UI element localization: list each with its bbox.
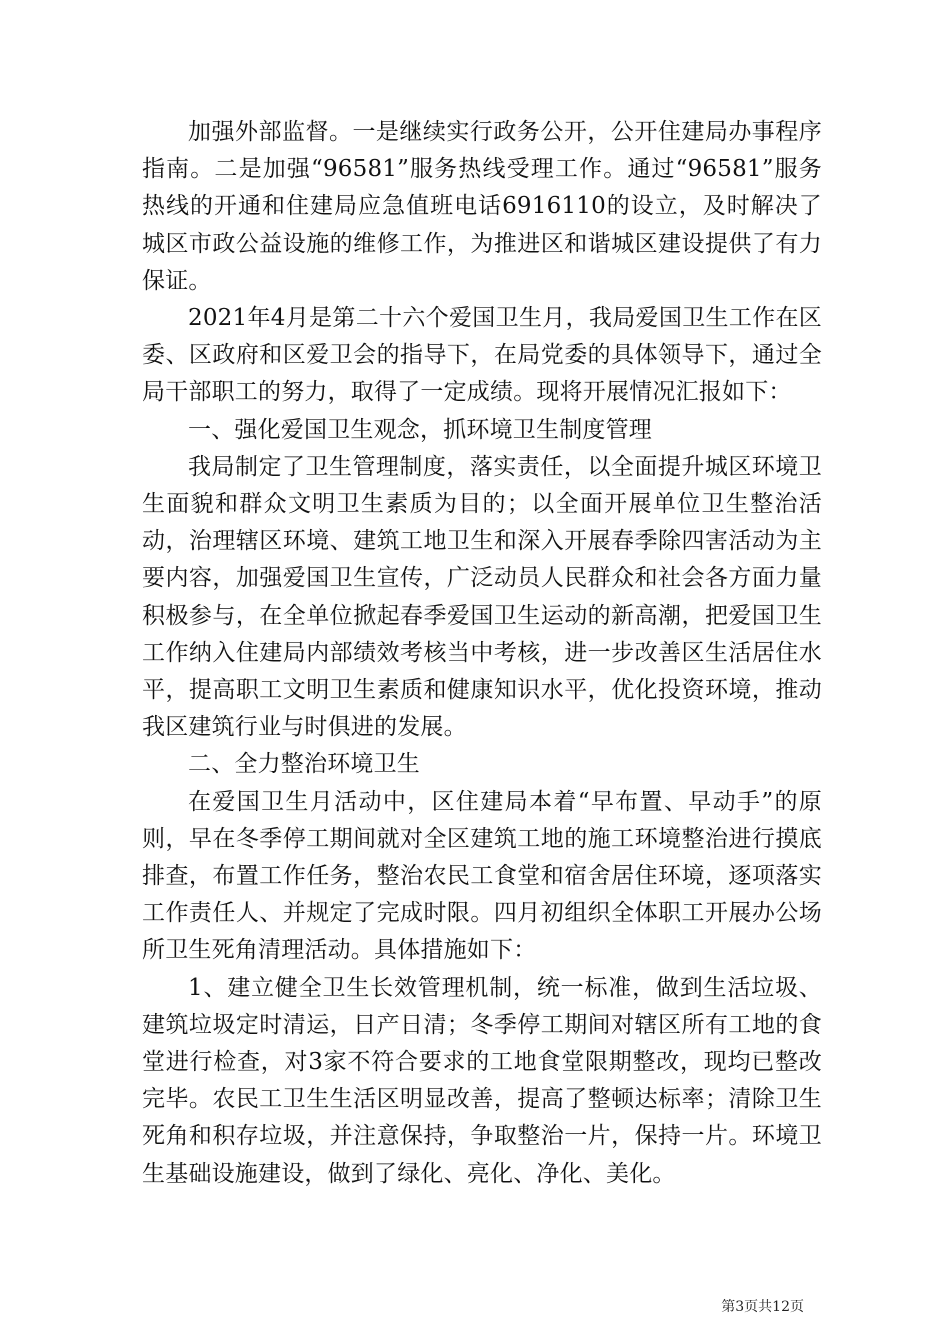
paragraph-health-month-intro: 2021年4月是第二十六个爱国卫生月，我局爱国卫生工作在区委、区政府和区爱卫会的指导下，在局党委的具体领导下，通过全局干部职工的努力，取得了一定成绩。现将开展情况汇报如下：	[142, 305, 822, 406]
page-number-footer: 第3页共12页	[721, 1299, 804, 1315]
section-heading-2: 二、全力整治环境卫生	[188, 751, 420, 778]
paragraph-management-system: 我局制定了卫生管理制度，落实责任，以全面提升城区环境卫生面貌和群众文明卫生素质为目的；以全面开展单位卫生整治活动，治理辖区环境、建筑工地卫生和深入开展春季除四害活动为主要内容，加强爱国卫生宣传，广泛动员人民群众和社会各方面力量积极参与，在全单位掀起春季爱国卫生运动的新高潮，把爱国卫生工作纳入住建局内部绩效考核当中考核，进一步改善区生活居住水平，提高职工文明卫生素质和健康知识水平，优化投资环境，推动我区建筑行业与时俱进的发展。	[142, 453, 822, 741]
paragraph-measure-1: 1、建立健全卫生长效管理机制，统一标准，做到生活垃圾、建筑垃圾定时清运，日产日清；冬季停工期间对辖区所有工地的食堂进行检查，对3家不符合要求的工地食堂限期整改，现均已整改完毕。农民工卫生生活区明显改善，提高了整顿达标率；清除卫生死角和积存垃圾，并注意保持，争取整治一片，保持一片。环境卫生基础设施建设，做到了绿化、亮化、净化、美化。	[142, 974, 822, 1187]
document-body	[142, 114, 822, 1193]
section-heading-1: 一、强化爱国卫生观念，抓环境卫生制度管理	[188, 416, 652, 443]
paragraph-environment-rectification: 在爱国卫生月活动中，区住建局本着“早布置、早动手”的原则，早在冬季停工期间就对全区建筑工地的施工环境整治进行摸底排查，布置工作任务，整治农民工食堂和宿舍居住环境，逐项落实工作责任人、并规定了完成时限。四月初组织全体职工开展办公场所卫生死角清理活动。具体措施如下：	[142, 788, 822, 964]
paragraph-external-supervision: 加强外部监督。一是继续实行政务公开，公开住建局办事程序指南。二是加强“96581”服务热线受理工作。通过“96581”服务热线的开通和住建局应急值班电话6916110的设立，及时解决了城区市政公益设施的维修工作，为推进区和谐城区建设提供了有力保证。	[142, 119, 822, 294]
